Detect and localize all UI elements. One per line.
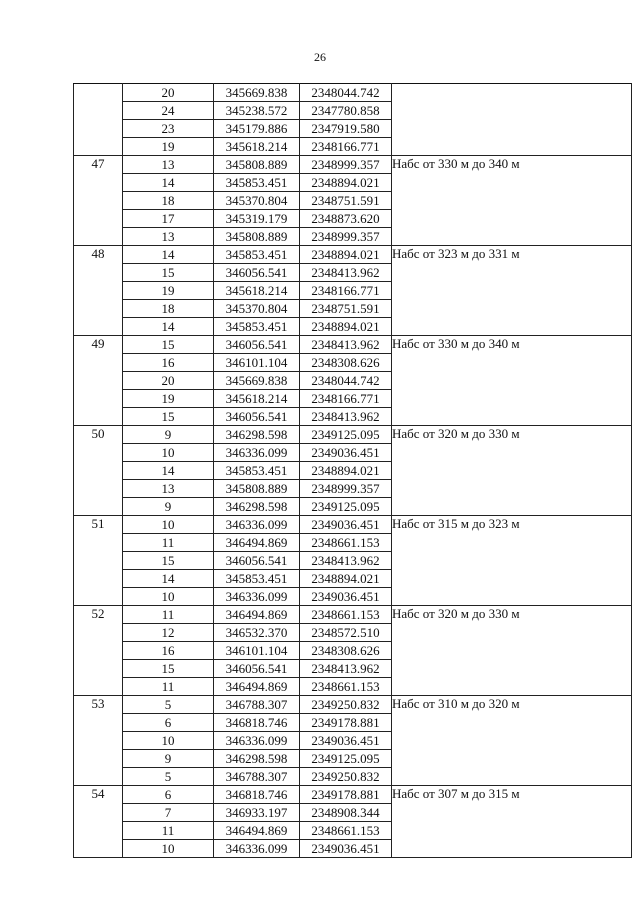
x-coordinate-cell: 346818.746	[214, 714, 300, 732]
point-number-cell: 15	[123, 660, 214, 678]
point-number-cell: 10	[123, 840, 214, 858]
point-number-cell: 19	[123, 282, 214, 300]
x-coordinate-cell: 345853.451	[214, 174, 300, 192]
object-number-cell: 47	[74, 156, 123, 246]
point-number-cell: 9	[123, 426, 214, 444]
point-number-cell: 5	[123, 768, 214, 786]
y-coordinate-cell: 2348044.742	[300, 84, 392, 102]
x-coordinate-cell: 346298.598	[214, 498, 300, 516]
y-coordinate-cell: 2348413.962	[300, 408, 392, 426]
point-number-cell: 7	[123, 804, 214, 822]
table-row	[74, 336, 632, 354]
y-coordinate-cell: 2347780.858	[300, 102, 392, 120]
x-coordinate-cell: 345853.451	[214, 570, 300, 588]
y-coordinate-cell: 2348166.771	[300, 138, 392, 156]
point-number-cell: 14	[123, 174, 214, 192]
point-number-cell: 24	[123, 102, 214, 120]
table-row	[74, 606, 632, 624]
x-coordinate-cell: 346494.869	[214, 678, 300, 696]
object-number-cell: 54	[74, 786, 123, 858]
y-coordinate-cell: 2348413.962	[300, 552, 392, 570]
object-number-cell: 50	[74, 426, 123, 516]
point-number-cell: 18	[123, 300, 214, 318]
object-number-cell: 48	[74, 246, 123, 336]
point-number-cell: 15	[123, 336, 214, 354]
point-number-cell: 11	[123, 606, 214, 624]
point-number-cell: 16	[123, 642, 214, 660]
x-coordinate-cell: 345618.214	[214, 138, 300, 156]
y-coordinate-cell: 2348999.357	[300, 156, 392, 174]
y-coordinate-cell: 2347919.580	[300, 120, 392, 138]
y-coordinate-cell: 2349036.451	[300, 840, 392, 858]
point-number-cell: 13	[123, 228, 214, 246]
x-coordinate-cell: 346101.104	[214, 642, 300, 660]
page-number: 26	[314, 50, 326, 64]
table-row	[74, 246, 632, 264]
point-number-cell: 16	[123, 354, 214, 372]
y-coordinate-cell: 2349036.451	[300, 588, 392, 606]
point-number-cell: 10	[123, 732, 214, 750]
y-coordinate-cell: 2349036.451	[300, 444, 392, 462]
point-number-cell: 6	[123, 714, 214, 732]
x-coordinate-cell: 345669.838	[214, 84, 300, 102]
x-coordinate-cell: 346056.541	[214, 336, 300, 354]
x-coordinate-cell: 346056.541	[214, 552, 300, 570]
y-coordinate-cell: 2348999.357	[300, 480, 392, 498]
point-number-cell: 14	[123, 318, 214, 336]
x-coordinate-cell: 345808.889	[214, 228, 300, 246]
point-number-cell: 12	[123, 624, 214, 642]
coordinates-table	[73, 83, 632, 858]
x-coordinate-cell: 345179.886	[214, 120, 300, 138]
x-coordinate-cell: 346788.307	[214, 696, 300, 714]
x-coordinate-cell: 345238.572	[214, 102, 300, 120]
x-coordinate-cell: 346494.869	[214, 606, 300, 624]
y-coordinate-cell: 2348894.021	[300, 318, 392, 336]
elevation-note-cell: Набс от 307 м до 315 м	[392, 786, 632, 858]
x-coordinate-cell: 345370.804	[214, 192, 300, 210]
y-coordinate-cell: 2348166.771	[300, 390, 392, 408]
x-coordinate-cell: 346788.307	[214, 768, 300, 786]
x-coordinate-cell: 346494.869	[214, 822, 300, 840]
y-coordinate-cell: 2349125.095	[300, 426, 392, 444]
x-coordinate-cell: 345808.889	[214, 480, 300, 498]
x-coordinate-cell: 345669.838	[214, 372, 300, 390]
elevation-note-cell: Набс от 330 м до 340 м	[392, 336, 632, 426]
elevation-note-cell: Набс от 320 м до 330 м	[392, 426, 632, 516]
y-coordinate-cell: 2349036.451	[300, 732, 392, 750]
x-coordinate-cell: 346336.099	[214, 588, 300, 606]
point-number-cell: 20	[123, 372, 214, 390]
x-coordinate-cell: 346532.370	[214, 624, 300, 642]
point-number-cell: 15	[123, 408, 214, 426]
y-coordinate-cell: 2348661.153	[300, 534, 392, 552]
point-number-cell: 11	[123, 822, 214, 840]
point-number-cell: 15	[123, 264, 214, 282]
y-coordinate-cell: 2348894.021	[300, 570, 392, 588]
point-number-cell: 9	[123, 498, 214, 516]
x-coordinate-cell: 346933.197	[214, 804, 300, 822]
table-row	[74, 156, 632, 174]
elevation-note-cell	[392, 84, 632, 156]
x-coordinate-cell: 345853.451	[214, 462, 300, 480]
object-number-cell: 49	[74, 336, 123, 426]
x-coordinate-cell: 346298.598	[214, 426, 300, 444]
y-coordinate-cell: 2348661.153	[300, 822, 392, 840]
x-coordinate-cell: 346298.598	[214, 750, 300, 768]
x-coordinate-cell: 345370.804	[214, 300, 300, 318]
point-number-cell: 23	[123, 120, 214, 138]
y-coordinate-cell: 2348413.962	[300, 336, 392, 354]
x-coordinate-cell: 346101.104	[214, 354, 300, 372]
y-coordinate-cell: 2348572.510	[300, 624, 392, 642]
x-coordinate-cell: 346494.869	[214, 534, 300, 552]
x-coordinate-cell: 346056.541	[214, 264, 300, 282]
x-coordinate-cell: 345319.179	[214, 210, 300, 228]
y-coordinate-cell: 2349178.881	[300, 786, 392, 804]
y-coordinate-cell: 2348908.344	[300, 804, 392, 822]
y-coordinate-cell: 2348894.021	[300, 462, 392, 480]
y-coordinate-cell: 2349250.832	[300, 696, 392, 714]
y-coordinate-cell: 2348661.153	[300, 606, 392, 624]
elevation-note-cell: Набс от 323 м до 331 м	[392, 246, 632, 336]
point-number-cell: 14	[123, 570, 214, 588]
elevation-note-cell: Набс от 330 м до 340 м	[392, 156, 632, 246]
point-number-cell: 14	[123, 462, 214, 480]
x-coordinate-cell: 345853.451	[214, 246, 300, 264]
y-coordinate-cell: 2348166.771	[300, 282, 392, 300]
point-number-cell: 11	[123, 678, 214, 696]
y-coordinate-cell: 2349250.832	[300, 768, 392, 786]
x-coordinate-cell: 346336.099	[214, 732, 300, 750]
x-coordinate-cell: 345808.889	[214, 156, 300, 174]
point-number-cell: 15	[123, 552, 214, 570]
y-coordinate-cell: 2348894.021	[300, 174, 392, 192]
y-coordinate-cell: 2349125.095	[300, 750, 392, 768]
table-row	[74, 696, 632, 714]
object-number-cell: 52	[74, 606, 123, 696]
point-number-cell: 19	[123, 390, 214, 408]
y-coordinate-cell: 2348751.591	[300, 300, 392, 318]
point-number-cell: 6	[123, 786, 214, 804]
elevation-note-cell: Набс от 310 м до 320 м	[392, 696, 632, 786]
x-coordinate-cell: 345618.214	[214, 282, 300, 300]
point-number-cell: 14	[123, 246, 214, 264]
point-number-cell: 18	[123, 192, 214, 210]
x-coordinate-cell: 346336.099	[214, 444, 300, 462]
table-row	[74, 426, 632, 444]
x-coordinate-cell: 346336.099	[214, 840, 300, 858]
y-coordinate-cell: 2348751.591	[300, 192, 392, 210]
point-number-cell: 20	[123, 84, 214, 102]
elevation-note-cell: Набс от 320 м до 330 м	[392, 606, 632, 696]
y-coordinate-cell: 2349178.881	[300, 714, 392, 732]
y-coordinate-cell: 2349125.095	[300, 498, 392, 516]
x-coordinate-cell: 346818.746	[214, 786, 300, 804]
table-row	[74, 516, 632, 534]
y-coordinate-cell: 2348308.626	[300, 354, 392, 372]
point-number-cell: 10	[123, 444, 214, 462]
point-number-cell: 9	[123, 750, 214, 768]
y-coordinate-cell: 2348044.742	[300, 372, 392, 390]
y-coordinate-cell: 2348894.021	[300, 246, 392, 264]
x-coordinate-cell: 346056.541	[214, 660, 300, 678]
table-row	[74, 786, 632, 804]
y-coordinate-cell: 2348661.153	[300, 678, 392, 696]
y-coordinate-cell: 2348873.620	[300, 210, 392, 228]
point-number-cell: 13	[123, 156, 214, 174]
y-coordinate-cell: 2348413.962	[300, 264, 392, 282]
y-coordinate-cell: 2349036.451	[300, 516, 392, 534]
point-number-cell: 13	[123, 480, 214, 498]
point-number-cell: 5	[123, 696, 214, 714]
y-coordinate-cell: 2348308.626	[300, 642, 392, 660]
point-number-cell: 11	[123, 534, 214, 552]
elevation-note-cell: Набс от 315 м до 323 м	[392, 516, 632, 606]
x-coordinate-cell: 345618.214	[214, 390, 300, 408]
x-coordinate-cell: 346336.099	[214, 516, 300, 534]
point-number-cell: 19	[123, 138, 214, 156]
point-number-cell: 17	[123, 210, 214, 228]
point-number-cell: 10	[123, 588, 214, 606]
y-coordinate-cell: 2348413.962	[300, 660, 392, 678]
coordinates-table-body	[74, 84, 632, 858]
object-number-cell: 53	[74, 696, 123, 786]
x-coordinate-cell: 346056.541	[214, 408, 300, 426]
x-coordinate-cell: 345853.451	[214, 318, 300, 336]
object-number-cell	[74, 84, 123, 156]
y-coordinate-cell: 2348999.357	[300, 228, 392, 246]
table-row	[74, 84, 632, 102]
object-number-cell: 51	[74, 516, 123, 606]
point-number-cell: 10	[123, 516, 214, 534]
